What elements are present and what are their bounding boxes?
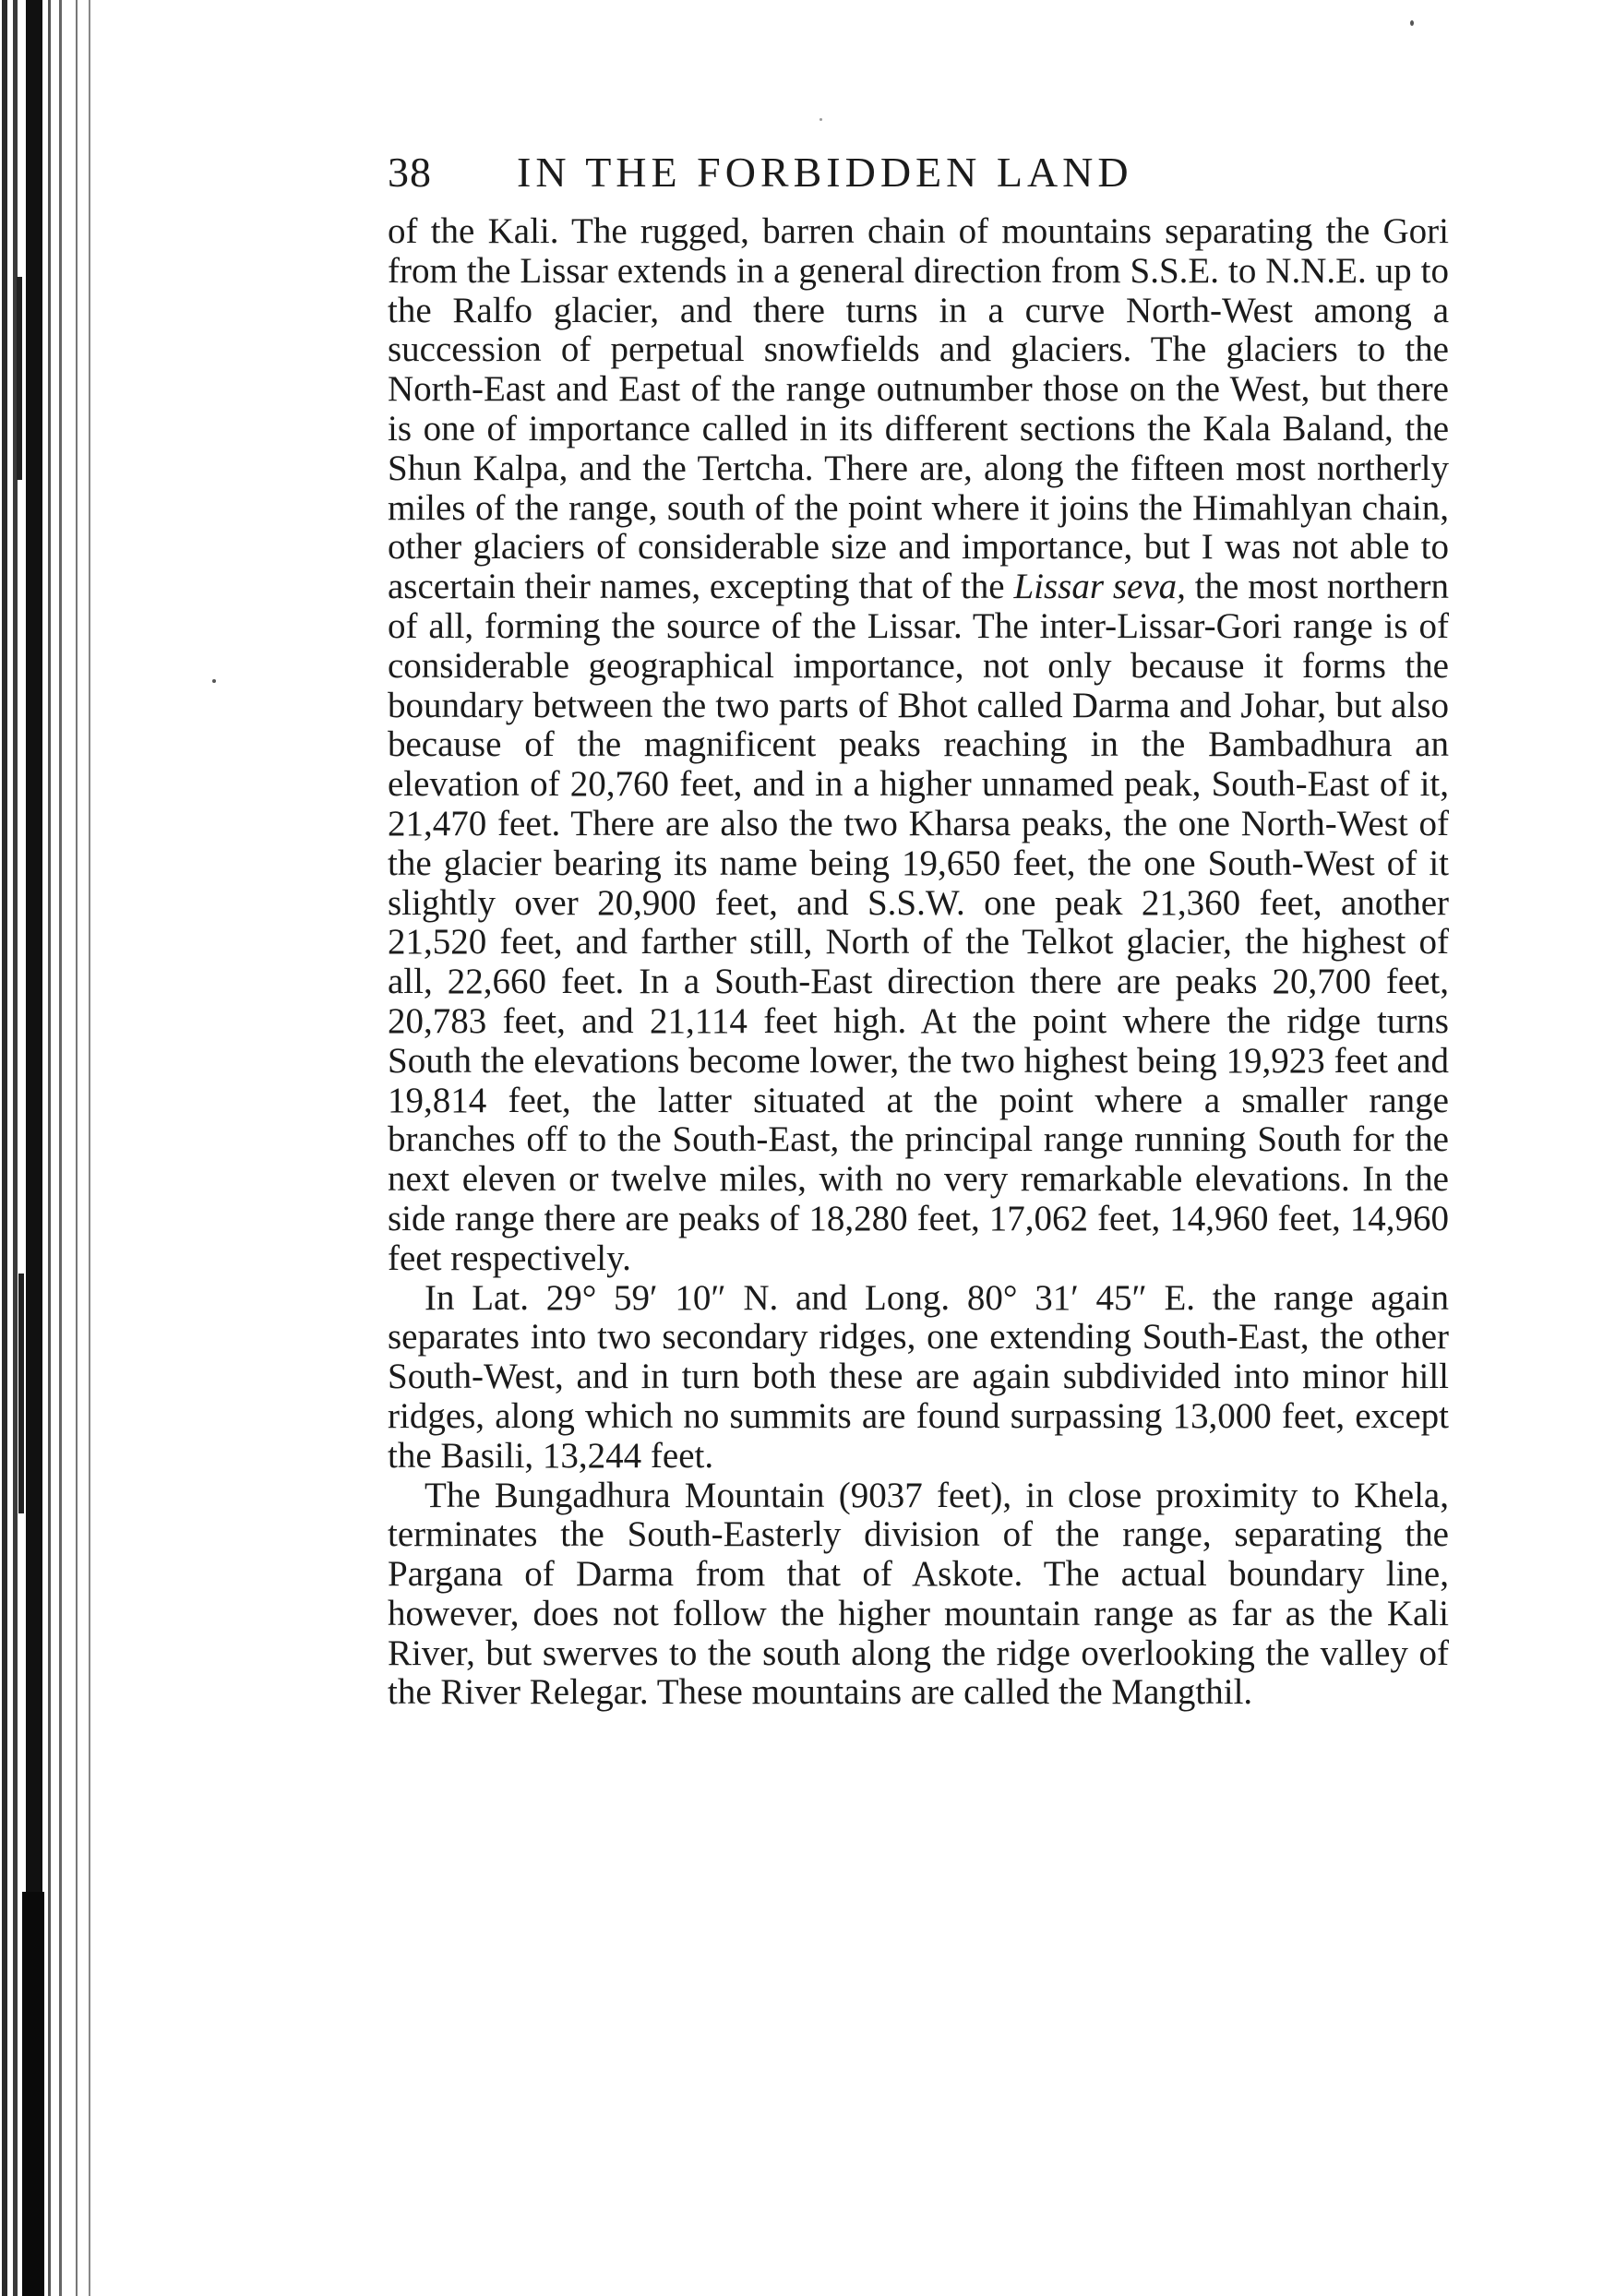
paragraph-1-text-b: the most northern of all, forming the source of the Lissar. The inter-Lissar-Gori range is of considerable geographical importance, not only because it forms the boundary between the two parts of Bhot called Darma and Johar, but also because of the magnificent peaks reaching in the Bambadhura an elevation of 20,760 feet, and in a higher unnamed peak, South-East of it, 21,470 feet. There are also the two Kharsa peaks, the one North-West of the glacier bearing its name being 19,650 feet, the one South-West of it slightly over 20,900 feet, and S.S.W. one peak 21,360 feet, another 21,520 feet, and farther still, North of the Telkot glacier, the highest of all, 22,660 feet. In a South-East direction there are peaks 20,700 feet, 20,783 feet, and 21,114 feet high. At the point where the ridge turns South the elevations become lower, the two highest being 19,923 feet and 19,814 feet, the latter situated at the point where a smaller range branches off to the South-East, the principal range running South for the next eleven or twelve miles, with no very remarkable elevations. In the side range there are peaks of 18,280 feet, 17,062 feet, 14,960 feet, 14,960 feet respectively. <box>388 567 1449 1278</box>
paragraph-1-text-a: of the Kali. The rugged, barren chain of mountains separating the Gori from the Lissar extends in a general direction from S.S.E. to N.N.E. up to the Ralfo glacier, and there turns in a curve North-West among a succession of perpetual snowfields and glaciers. The glaciers to the North-East and East of the range outnumber those on the West, but there is one of importance called in its different sections the Kala Baland, the Shun Kalpa, and the Tertcha. There are, along the fifteen most northerly miles of the range, south of the point where it joins the Himahlyan chain, other glaciers of considerable size and importance, but I was not able to ascertain their names, excepting that of the <box>388 211 1449 607</box>
page-speck <box>212 679 216 683</box>
paragraph-1 <box>388 212 1449 1279</box>
running-title: IN THE FORBIDDEN LAND <box>517 149 1133 196</box>
page-speck <box>819 118 822 121</box>
paragraph-3: The Bungadhura Mountain (9037 feet), in close proximity to Khela, terminates the South-Easterly division of the range, separating the Pargana of Darma from that of Askote. The actual boundary line, however, does not follow the higher mountain range as far as the Kali River, but swerves to the south along the ridge overlooking the valley of the River Relegar. These mountains are called the Mangthil. <box>388 1475 1449 1713</box>
page-content <box>388 148 1449 1713</box>
page-number: 38 <box>388 149 432 196</box>
paragraph-2: In Lat. 29° 59′ 10″ N. and Long. 80° 31′ 45″ E. the range again separates into two secondary ridges, one extending South-East, the other South-West, and in turn both these are again subdivided into minor hill ridges, along which no summits are found surpassing 13,000 feet, except the Basili, 13,244 feet. <box>388 1277 1449 1476</box>
body-text <box>388 212 1449 1713</box>
book-binding-edge <box>0 0 120 2296</box>
paragraph-1-italic-term: Lissar seva, <box>1013 567 1186 607</box>
page-header <box>388 148 1449 221</box>
page-speck <box>1410 20 1414 26</box>
